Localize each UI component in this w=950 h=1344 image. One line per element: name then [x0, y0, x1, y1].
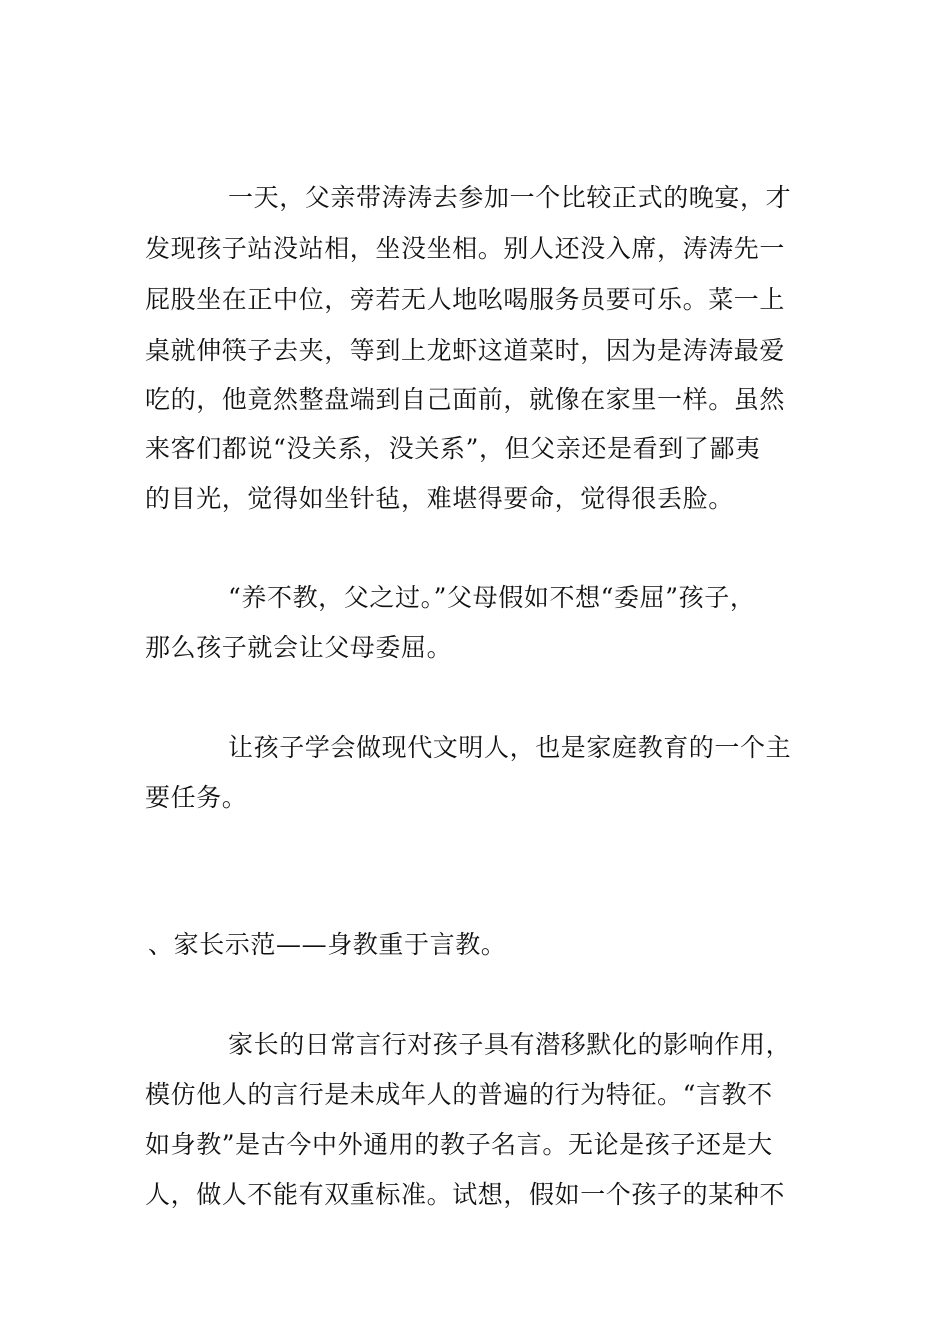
paragraph-4-line-1: 家长的日常言行对孩子具有潜移默化的影响作用， — [228, 1030, 792, 1059]
paragraph-4-line-3: 如身教”是古今中外通用的教子名言。无论是孩子还是大 — [145, 1130, 773, 1159]
paragraph-3-line-1: 让孩子学会做现代文明人，也是家庭教育的一个主 — [228, 733, 792, 762]
paragraph-4-line-4: 人，做人不能有双重标准。试想，假如一个孩子的某种不 — [145, 1180, 786, 1209]
paragraph-1-line-2: 发现孩子站没站相，坐没坐相。别人还没入席，涛涛先一 — [145, 234, 786, 263]
paragraph-1-line-5: 吃的，他竟然整盘端到自己面前，就像在家里一样。虽然 — [145, 385, 786, 414]
paragraph-4-line-2: 模仿他人的言行是未成年人的普遍的行为特征。“言教不 — [145, 1080, 773, 1109]
paragraph-1-line-7: 的目光，觉得如坐针毡，难堪得要命，觉得很丢脸。 — [145, 484, 734, 513]
paragraph-1-line-6: 来客们都说“没关系，没关系”，但父亲还是看到了鄙夷 — [145, 434, 761, 463]
paragraph-1-line-3: 屁股坐在正中位，旁若无人地吆喝服务员要可乐。菜一上 — [145, 285, 786, 314]
section-heading: 、家长示范——身教重于言教。 — [148, 930, 507, 959]
paragraph-2-line-1: “养不教，父之过。”父母假如不想“委屈”孩子， — [228, 583, 756, 612]
paragraph-3-line-2: 要任务。 — [145, 783, 248, 812]
paragraph-2-line-2: 那么孩子就会让父母委屈。 — [145, 633, 453, 662]
paragraph-1-line-1: 一天，父亲带涛涛去参加一个比较正式的晚宴，才 — [228, 183, 792, 212]
paragraph-1-line-4: 桌就伸筷子去夹，等到上龙虾这道菜时，因为是涛涛最爱 — [145, 336, 786, 365]
